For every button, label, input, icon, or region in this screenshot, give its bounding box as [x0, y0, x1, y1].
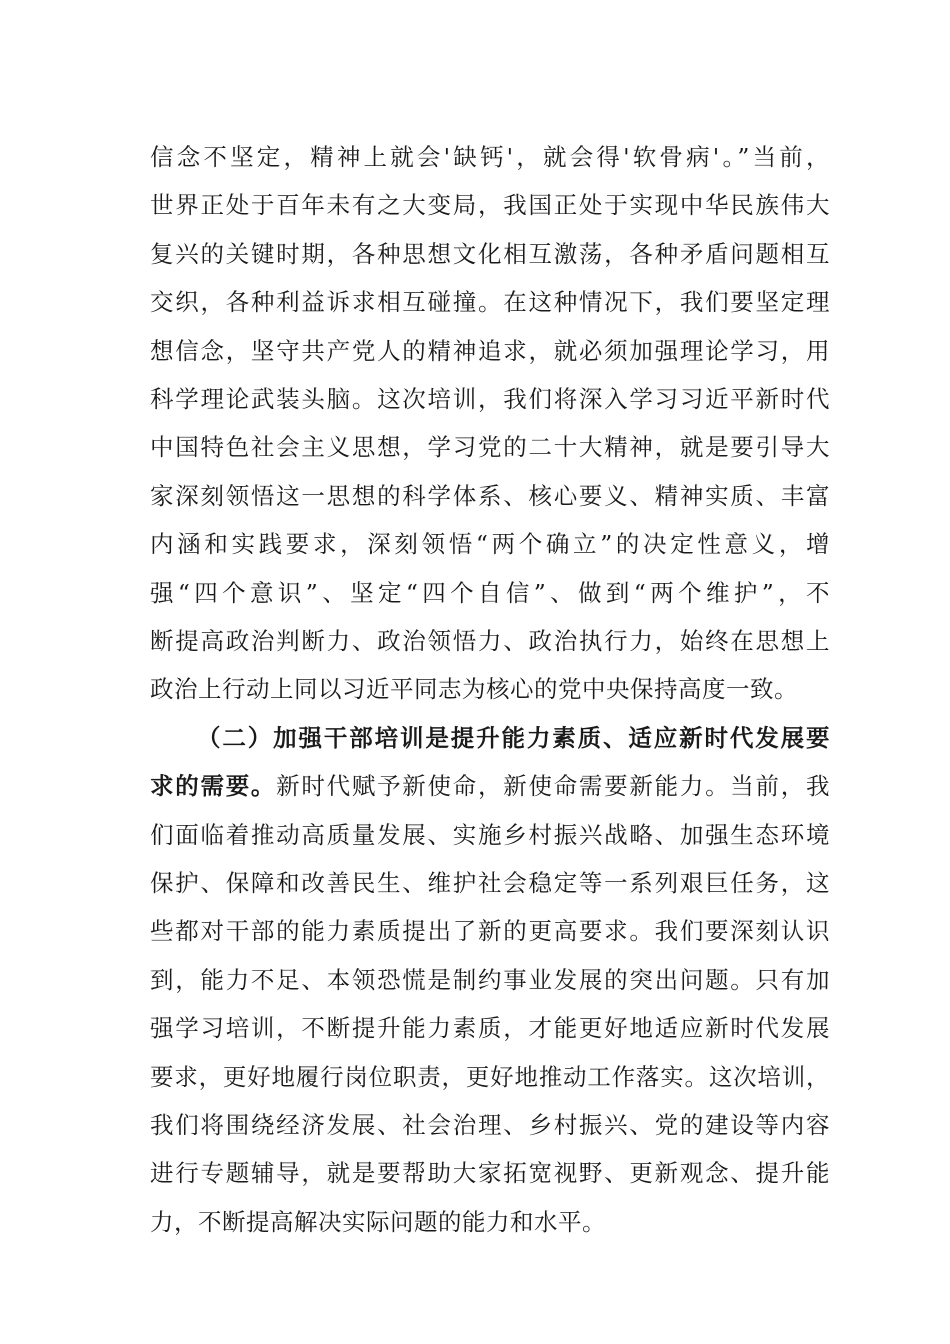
paragraph-line: 政治上行动上同以习近平同志为核心的党中央保持高度一致。 [150, 675, 798, 703]
paragraph-line: 中国特色社会主义思想，学习党的二十大精神，就是要引导大 [150, 433, 830, 461]
paragraph-line: 要求，更好地履行岗位职责，更好地推动工作落实。这次培训， [150, 1063, 830, 1091]
section-heading: （二）加强干部培训是提升能力素质、适应新时代发展要 [197, 724, 830, 752]
paragraph-line: 内涵和实践要求，深刻领悟“两个确立”的决定性意义，增 [150, 530, 830, 558]
paragraph-line: 交织，各种利益诉求相互碰撞。在这种情况下，我们要坚定理 [150, 288, 830, 316]
paragraph-line: 们面临着推动高质量发展、实施乡村振兴战略、加强生态环境 [150, 821, 830, 849]
paragraph-line: 信念不坚定，精神上就会'缺钙'，就会得'软骨病'。”当前， [150, 143, 830, 171]
paragraph-line: 强“四个意识”、坚定“四个自信”、做到“两个维护”，不 [150, 579, 830, 607]
paragraph-line: 到，能力不足、本领恐慌是制约事业发展的突出问题。只有加 [150, 966, 830, 994]
paragraph-line: 我们将围绕经济发展、社会治理、乡村振兴、党的建设等内容 [150, 1111, 830, 1139]
paragraph-line: 科学理论武装头脑。这次培训，我们将深入学习习近平新时代 [150, 385, 830, 413]
paragraph-line: 力，不断提高解决实际问题的能力和水平。 [150, 1208, 606, 1236]
paragraph-line: 世界正处于百年未有之大变局，我国正处于实现中华民族伟大 [150, 191, 830, 219]
paragraph-line: 想信念，坚守共产党人的精神追求，就必须加强理论学习，用 [150, 337, 830, 365]
paragraph-line: 些都对干部的能力素质提出了新的更高要求。我们要深刻认识 [150, 917, 830, 945]
section-heading-end: 求的需要。 [150, 772, 277, 800]
paragraph-line: 断提高政治判断力、政治领悟力、政治执行力，始终在思想上 [150, 627, 830, 655]
paragraph-line: 家深刻领悟这一思想的科学体系、核心要义、精神实质、丰富 [150, 482, 830, 510]
paragraph-line: 强学习培训，不断提升能力素质，才能更好地适应新时代发展 [150, 1014, 830, 1042]
paragraph-line: 保护、保障和改善民生、维护社会稳定等一系列艰巨任务，这 [150, 869, 830, 897]
section-heading-continuation [150, 766, 830, 806]
paragraph-line: 进行专题辅导，就是要帮助大家拓宽视野、更新观念、提升能 [150, 1159, 830, 1187]
paragraph-line: 复兴的关键时期，各种思想文化相互激荡，各种矛盾问题相互 [150, 240, 830, 268]
paragraph-text: 新时代赋予新使命，新使命需要新能力。当前，我 [276, 772, 831, 800]
